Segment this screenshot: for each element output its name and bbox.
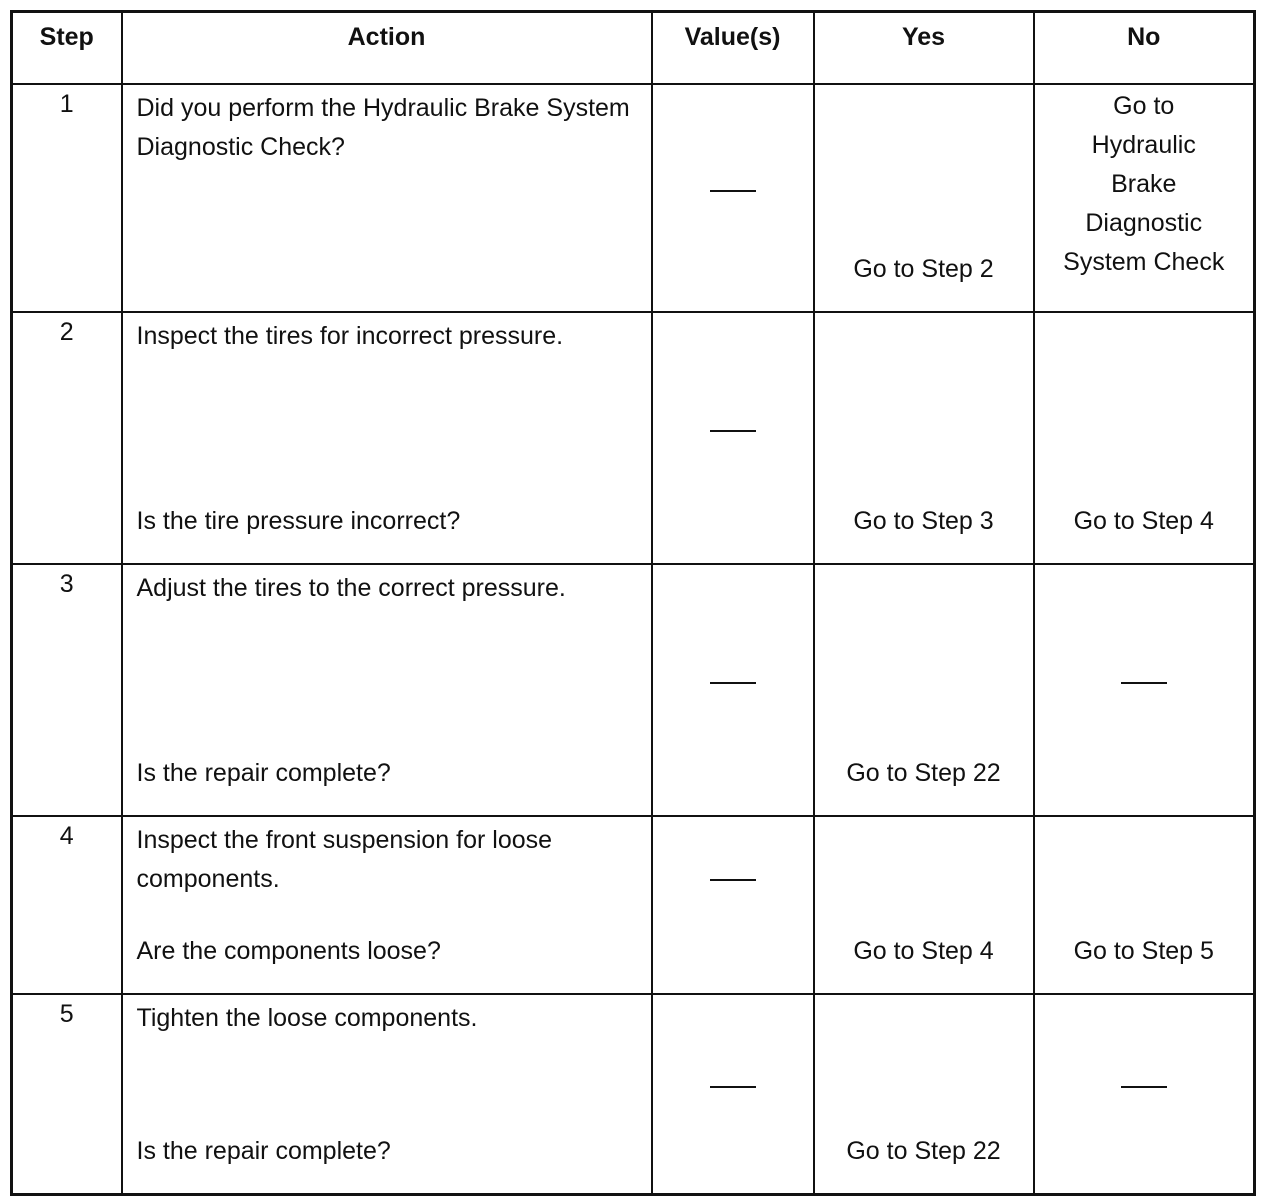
step-number: 4 xyxy=(12,816,122,994)
value-cell xyxy=(652,312,814,564)
value-dash xyxy=(710,682,756,684)
value-cell xyxy=(652,564,814,816)
table-row xyxy=(12,816,1255,994)
no-cell xyxy=(1034,312,1255,564)
yes-link: Go to Step 22 xyxy=(846,1137,1001,1165)
value-dash xyxy=(710,190,756,192)
no-cell xyxy=(1034,84,1255,312)
yes-link: Go to Step 3 xyxy=(853,507,994,535)
value-dash xyxy=(710,430,756,432)
header-yes: Yes xyxy=(814,12,1034,85)
no-link: Go to Hydraulic Brake Diagnostic System Check xyxy=(1063,92,1225,276)
action-question: Is the repair complete? xyxy=(136,1137,391,1165)
no-link: Go to Step 5 xyxy=(1073,937,1214,965)
yes-cell xyxy=(814,84,1034,312)
step-number: 2 xyxy=(12,312,122,564)
header-no: No xyxy=(1034,12,1255,85)
yes-link: Go to Step 2 xyxy=(853,255,994,283)
action-question: Are the components loose? xyxy=(136,937,441,965)
action-instruction: Adjust the tires to the correct pressure. xyxy=(136,574,566,602)
action-question: Is the tire pressure incorrect? xyxy=(136,507,461,535)
step-number: 3 xyxy=(12,564,122,816)
header-action: Action xyxy=(122,12,652,85)
action-cell xyxy=(122,816,652,994)
header-row xyxy=(12,12,1255,85)
yes-cell xyxy=(814,312,1034,564)
yes-cell xyxy=(814,816,1034,994)
action-instruction: Inspect the front suspension for loose components. xyxy=(136,826,553,893)
diagnostic-table xyxy=(10,10,1256,1196)
yes-cell xyxy=(814,994,1034,1195)
no-cell xyxy=(1034,564,1255,816)
action-cell xyxy=(122,994,652,1195)
step-number: 1 xyxy=(12,84,122,312)
value-dash xyxy=(710,879,756,881)
table-row xyxy=(12,84,1255,312)
action-question: Is the repair complete? xyxy=(136,759,391,787)
no-link: Go to Step 4 xyxy=(1073,507,1214,535)
action-cell xyxy=(122,84,652,312)
value-cell xyxy=(652,816,814,994)
value-cell xyxy=(652,84,814,312)
action-instruction: Tighten the loose components. xyxy=(136,1004,478,1032)
table-row xyxy=(12,994,1255,1195)
header-values: Value(s) xyxy=(652,12,814,85)
no-dash xyxy=(1121,1086,1167,1088)
value-dash xyxy=(710,1086,756,1088)
no-dash xyxy=(1121,682,1167,684)
table-row xyxy=(12,564,1255,816)
action-cell xyxy=(122,564,652,816)
yes-cell xyxy=(814,564,1034,816)
action-instruction: Did you perform the Hydraulic Brake System Diagnostic Check? xyxy=(136,94,630,161)
yes-link: Go to Step 4 xyxy=(853,937,994,965)
action-cell xyxy=(122,312,652,564)
no-cell xyxy=(1034,816,1255,994)
action-instruction: Inspect the tires for incorrect pressure. xyxy=(136,322,564,350)
step-number: 5 xyxy=(12,994,122,1195)
header-step: Step xyxy=(12,12,122,85)
yes-link: Go to Step 22 xyxy=(846,759,1001,787)
table-row xyxy=(12,312,1255,564)
value-cell xyxy=(652,994,814,1195)
no-cell xyxy=(1034,994,1255,1195)
